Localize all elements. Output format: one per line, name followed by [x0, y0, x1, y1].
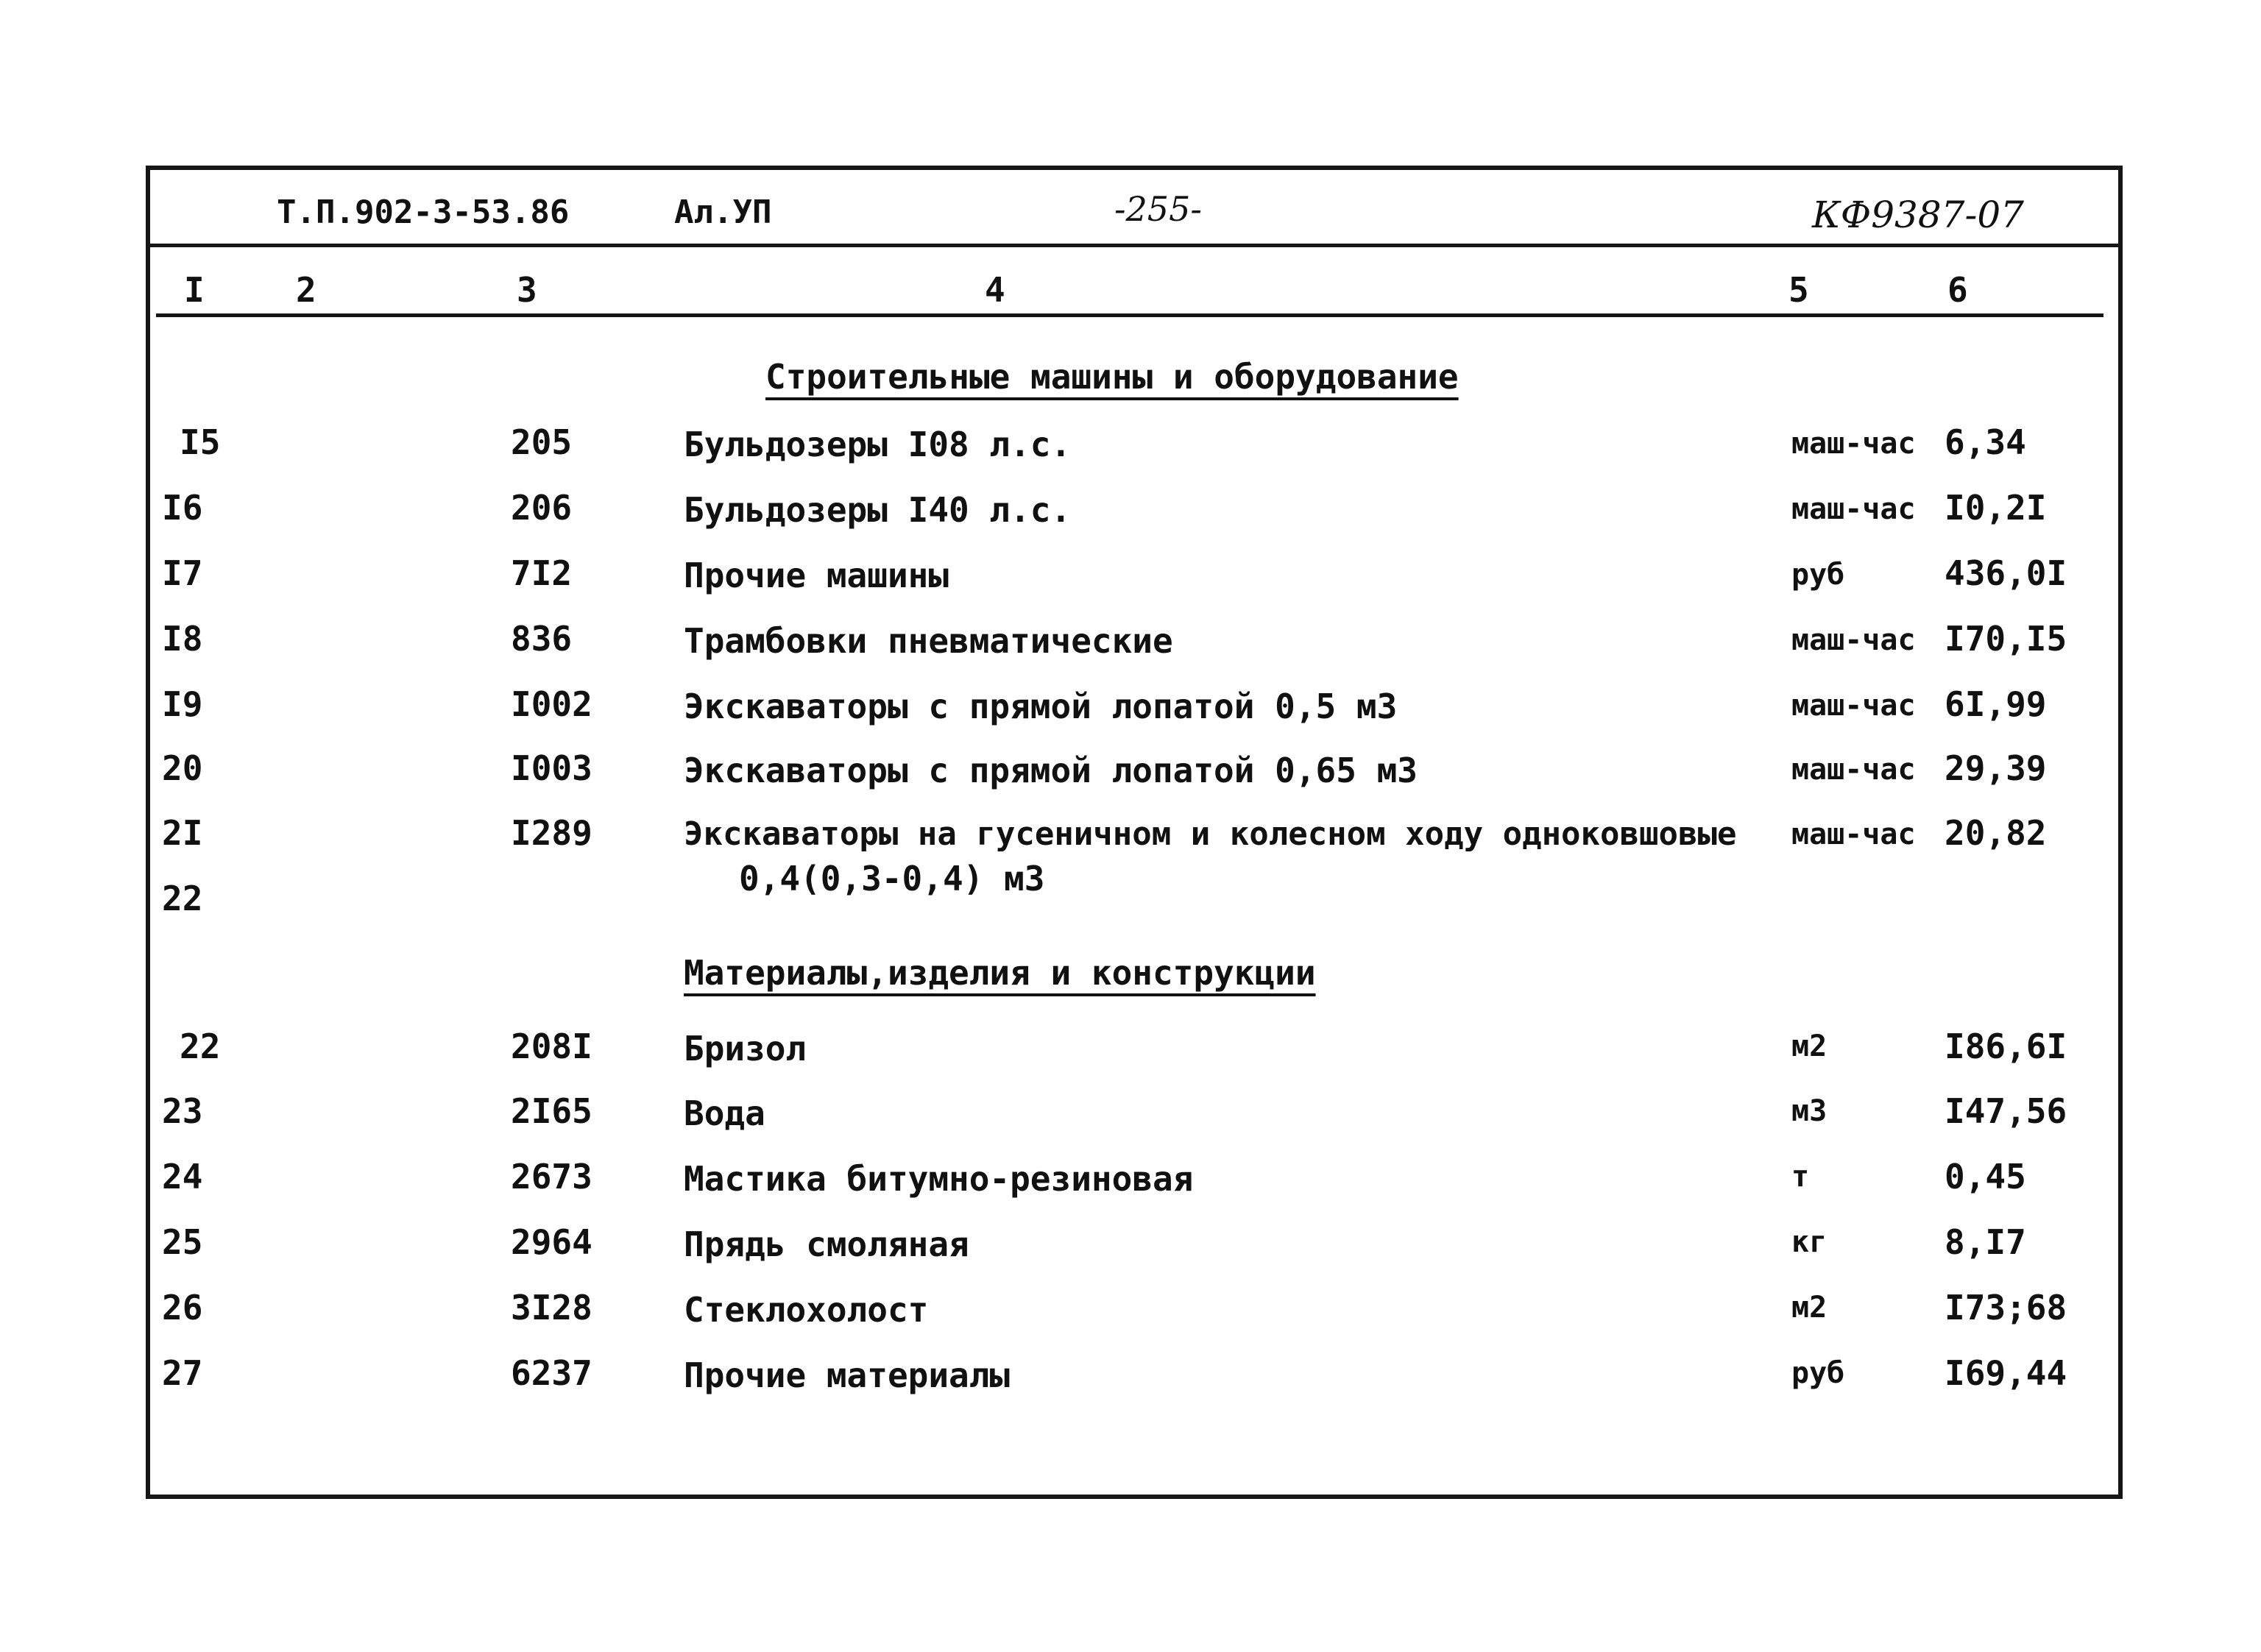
row-name: Экскаваторы с прямой лопатой 0,65 м3 [684, 751, 1418, 790]
row-number: 25 [162, 1222, 203, 1262]
row-number: 22 [162, 879, 203, 918]
column-number-2: 2 [296, 270, 316, 310]
row-code: 7I2 [511, 553, 573, 593]
row-name: Экскаваторы с прямой лопатой 0,5 м3 [684, 687, 1398, 726]
row-unit: маш-час [1791, 492, 1916, 526]
column-number-rule [156, 313, 2103, 317]
row-unit: м2 [1791, 1291, 1827, 1325]
row-unit: руб [1791, 1356, 1845, 1390]
row-number: 2I [162, 813, 203, 853]
row-value: 0,45 [1945, 1157, 2026, 1197]
row-code: I289 [511, 813, 592, 853]
section-title: Строительные машины и оборудование [765, 357, 1459, 397]
row-name: Бульдозеры I40 л.с. [684, 490, 1072, 530]
row-name: Бризол [684, 1029, 807, 1068]
row-code: 2I65 [511, 1091, 592, 1131]
album-label: Ал.УП [674, 194, 772, 231]
row-number: 22 [180, 1027, 221, 1066]
column-number-4: 4 [985, 270, 1005, 310]
row-name: Мастика битумно-резиновая [684, 1159, 1194, 1199]
row-code: 6237 [511, 1353, 592, 1393]
row-unit: маш-час [1791, 753, 1916, 787]
row-name-continuation: 0,4(0,3-0,4) м3 [739, 859, 1045, 898]
row-value: 6I,99 [1945, 684, 2047, 724]
row-unit: руб [1791, 558, 1845, 592]
row-code: 208I [511, 1027, 592, 1066]
column-number-5: 5 [1788, 270, 1809, 310]
header-rule [150, 244, 2118, 247]
document-code: КФ9387-07 [1812, 194, 2024, 236]
row-name: Бульдозеры I08 л.с. [684, 425, 1072, 464]
column-number-1: I [184, 270, 205, 310]
row-code: 2964 [511, 1222, 592, 1262]
column-number-3: 3 [517, 270, 537, 310]
row-name: Трамбовки пневматические [684, 621, 1173, 661]
row-unit: маш-час [1791, 689, 1916, 723]
row-number: I7 [162, 553, 203, 593]
row-unit: маш-час [1791, 427, 1916, 461]
row-unit: маш-час [1791, 818, 1916, 851]
row-name: Прочие материалы [684, 1355, 1011, 1395]
row-value: I86,6I [1945, 1027, 2067, 1066]
row-value: 436,0I [1945, 553, 2067, 593]
row-value: 6,34 [1945, 422, 2026, 462]
row-value: 29,39 [1945, 748, 2047, 788]
row-code: 3I28 [511, 1288, 592, 1327]
row-number: I6 [162, 488, 203, 528]
row-unit: т [1791, 1160, 1810, 1194]
row-value: I0,2I [1945, 488, 2047, 528]
row-value: I73;68 [1945, 1288, 2067, 1327]
row-unit: м2 [1791, 1029, 1827, 1063]
row-code: 836 [511, 619, 573, 659]
row-name: Прочие машины [684, 556, 949, 595]
column-number-6: 6 [1947, 270, 1968, 310]
row-code: 205 [511, 422, 573, 462]
row-number: 20 [162, 748, 203, 788]
row-number: 26 [162, 1288, 203, 1327]
page-number: -255- [1114, 189, 1202, 229]
row-unit: кг [1791, 1225, 1827, 1259]
row-number: 27 [162, 1353, 203, 1393]
document-sheet [146, 166, 2123, 1499]
section-title: Материалы,изделия и конструкции [684, 953, 1316, 993]
row-code: 206 [511, 488, 573, 528]
row-value: I47,56 [1945, 1091, 2067, 1131]
row-value: 20,82 [1945, 813, 2047, 853]
row-code: I003 [511, 748, 592, 788]
project-code: Т.П.902-3-53.86 [277, 194, 570, 231]
row-code: 2673 [511, 1157, 592, 1197]
row-code: I002 [511, 684, 592, 724]
row-name: Экскаваторы на гусеничном и колесном ходу одноковшовые [684, 815, 1737, 853]
row-number: I9 [162, 684, 203, 724]
row-value: I69,44 [1945, 1353, 2067, 1393]
row-unit: м3 [1791, 1094, 1827, 1128]
row-value: I70,I5 [1945, 619, 2067, 659]
row-number: I5 [180, 422, 221, 462]
row-name: Прядь смоляная [684, 1224, 969, 1264]
row-number: 24 [162, 1157, 203, 1197]
row-value: 8,I7 [1945, 1222, 2026, 1262]
row-name: Вода [684, 1093, 765, 1133]
row-number: 23 [162, 1091, 203, 1131]
row-name: Стеклохолост [684, 1290, 929, 1330]
row-unit: маш-час [1791, 623, 1916, 657]
row-number: I8 [162, 619, 203, 659]
